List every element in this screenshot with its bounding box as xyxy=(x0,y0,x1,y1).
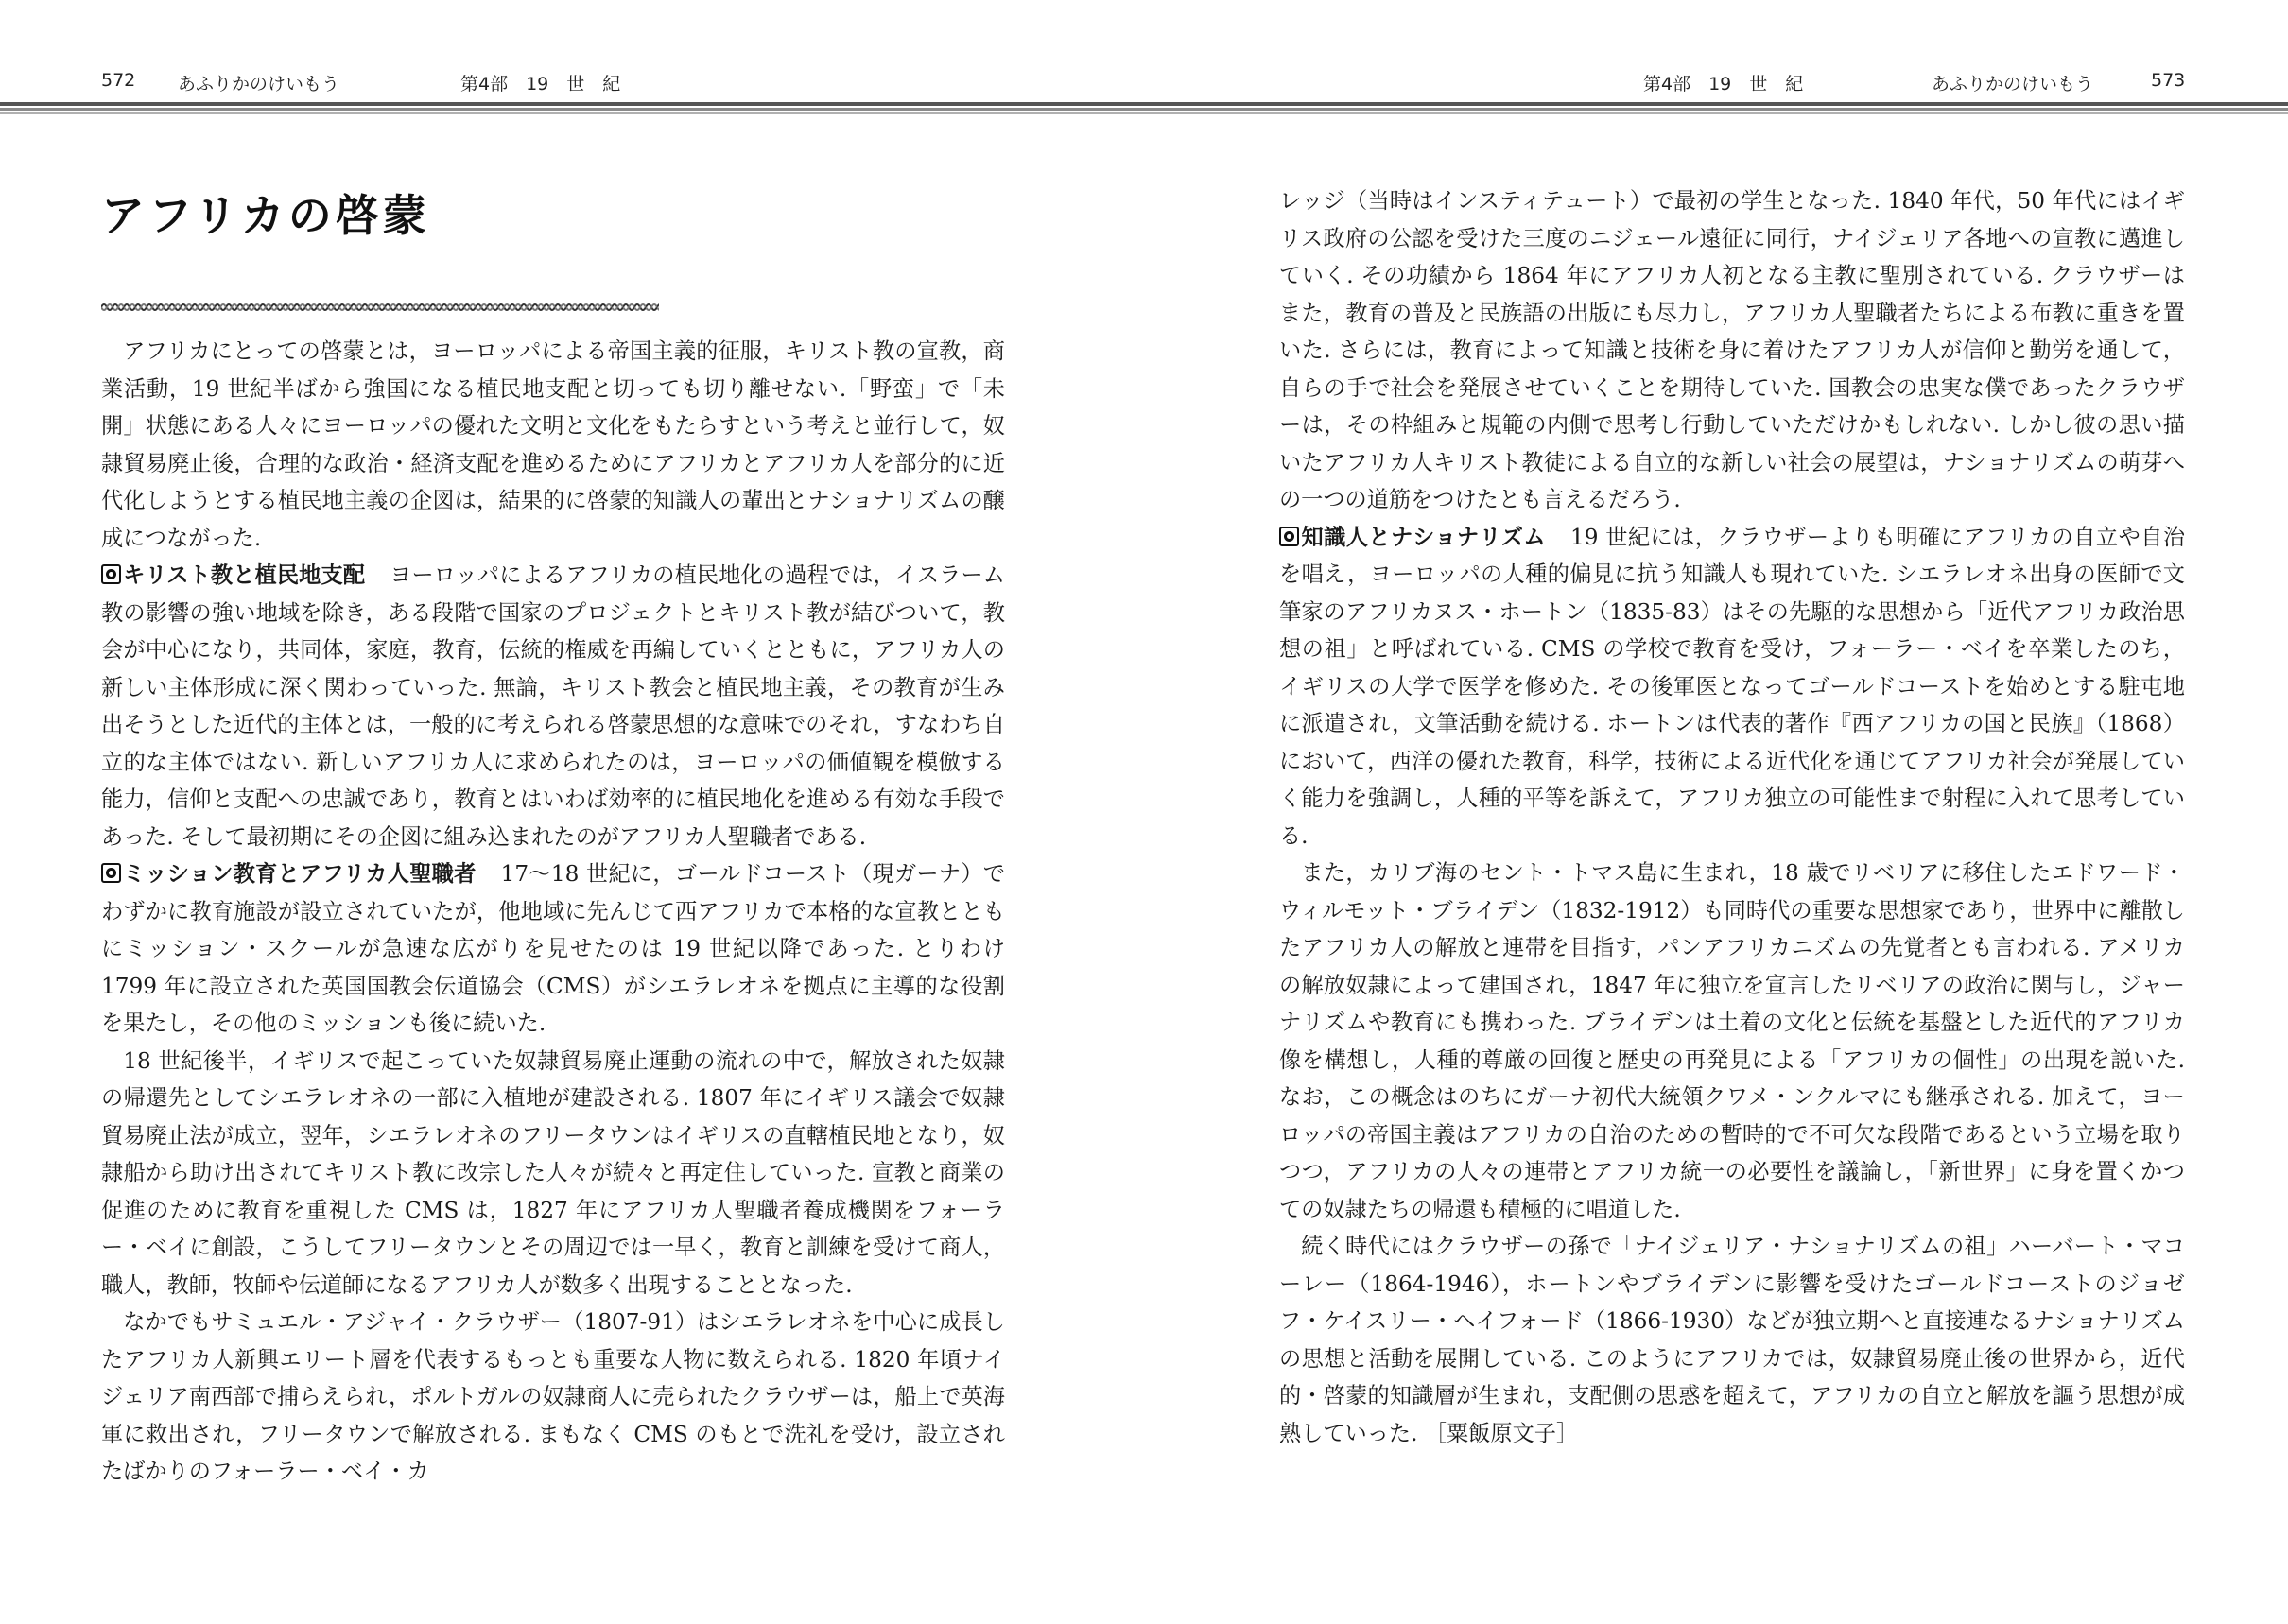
section-marker-icon xyxy=(101,863,121,883)
section-intellectuals-nationalism xyxy=(1279,519,2185,855)
section-heading: 知識人とナショナリズム xyxy=(1301,524,1546,550)
left-running-title: あふりかのけいもう xyxy=(178,74,340,95)
section-body: 19 世紀には，クラウザーよりも明確にアフリカの自立や自治を唱え，ヨーロッパの人種的偏見に抗う知識人も現れていた. シエラレオネ出身の医師で文筆家のアフリカヌス・ホートン（1835-83）はその先駆的な思想から「近代アフリカ政治思想の祖」と呼ばれている. CMS の学校で教育を受け，フォーラー・ベイを卒業したのち，イギリスの大学で医学を修めた. その後軍医となってゴールドコーストを始めとする駐屯地に派遣され，文筆活動を続ける. ホートンは代表的著作『西アフリカの国と民族』（1868）において，西洋の優れた教育，科学，技術による近代化を通じてアフリカ社会が発展していく能力を強調し，人種的平等を訴えて，アフリカ独立の可能性まで射程に入れて思考している. xyxy=(1279,524,2186,849)
section-christianity-colonialism xyxy=(101,557,1005,855)
body-paragraph: 18 世紀後半，イギリスで起こっていた奴隷貿易廃止運動の流れの中で，解放された奴隷の帰還先としてシエラレオネの一部に入植地が建設される. 1807 年にイギリス議会で奴隷貿易廃止法が成立，翌年，シエラレオネのフリータウンはイギリスの直轄植民地となり，奴隷船から助け出されてキリスト教に改宗した人々が続々と再定住していった. 宣教と商業の促進のために教育を重視した CMS は，1827 年にアフリカ人聖職者養成機関をフォーラー・ベイに創設，こうしてフリータウンとその周辺では一早く，教育と訓練を受けて商人，職人，教師，牧師や伝道師になるアフリカ人が数多く出現することとなった. xyxy=(101,1047,1005,1298)
intro-paragraph: アフリカにとっての啓蒙とは，ヨーロッパによる帝国主義的征服，キリスト教の宣教，商業活動，19 世紀半ばから強国になる植民地支配と切っても切り離せない.「野蛮」で「未開」状態にある人々にヨーロッパの優れた文明と文化をもたらすという考えと並行して，奴隷貿易廃止後，合理的な政治・経済支配を進めるためにアフリカとアフリカ人を部分的に近代化しようとする植民地主義の企図は，結果的に啓蒙的知識人の輩出とナショナリズムの醸成につながった. xyxy=(101,338,1005,551)
section-body: 17〜18 世紀に，ゴールドコースト（現ガーナ）でわずかに教育施設が設立されていたが，他地域に先んじて西アフリカで本格的な宣教とともにミッション・スクールが急速な広がりを見せたのは 19 世紀以降であった. とりわけ 1799 年に設立された英国国教会伝道協会（CMS）がシエラレオネを拠点に主導的な役割を果たし，その他のミッションも後に続いた. xyxy=(101,861,1005,1036)
section-body: ヨーロッパによるアフリカの植民地化の過程では，イスラーム教の影響の強い地域を除き，ある段階で国家のプロジェクトとキリスト教が結びついて，教会が中心になり，共同体，家庭，教育，伝統的権威を再編していくとともに，アフリカ人の新しい主体形成に深く関わっていった. 無論，キリスト教会と植民地主義，その教育が生み出そうとした近代的主体とは，一般的に考えられる啓蒙思想的な意味でのそれ，すなわち自立的な主体ではない. 新しいアフリカ人に求められたのは，ヨーロッパの価値観を模倣する能力，信仰と支配への忠誠であり，教育とはいわば効率的に植民地化を進める有効な手段であった. そして最初期にその企図に組み込まれたのがアフリカ人聖職者である. xyxy=(101,562,1005,850)
right-page-number: 573 xyxy=(2151,70,2186,91)
section-mission-education xyxy=(101,855,1005,1043)
header-rule xyxy=(0,102,2288,106)
body-paragraph: また，カリブ海のセント・トマス島に生まれ，18 歳でリベリアに移住したエドワード・ウィルモット・ブライデン（1832-1912）も同時代の重要な思想家であり，世界中に離散したアフリカ人の解放と連帯を目指す，パンアフリカニズムの先覚者とも言われる. アメリカの解放奴隷によって建国され，1847 年に独立を宣言したリベリアの政治に関与し，ジャーナリズムや教育にも携わった. ブライデンは土着の文化と伝統を基盤とした近代的アフリカ像を構想し，人種的尊厳の回復と歴史の再発見による「アフリカの個性」の出現を説いた. なお，この概念はのちにガーナ初代大統領クワメ・ンクルマにも継承される. 加えて，ヨーロッパの帝国主義はアフリカの自治のための暫時的で不可欠な段階であるという立場を取りつつ，アフリカの人々の連帯とアフリカ統一の必要性を議論し，「新世界」に身を置くかつての奴隷たちの帰還も積極的に唱道した. xyxy=(1279,860,2185,1222)
header-rule-tertiary xyxy=(0,112,2288,114)
article-title: アフリカの啓蒙 xyxy=(101,190,430,241)
section-heading: キリスト教と植民地支配 xyxy=(123,562,366,588)
title-ornament xyxy=(101,300,659,315)
body-paragraph: なかでもサミュエル・アジャイ・クラウザー（1807-91）はシエラレオネを中心に成長したアフリカ人新興エリート層を代表するもっとも重要な人物に数えられる. 1820 年頃ナイジェリア南西部で捕らえられ，ポルトガルの奴隷商人に売られたクラウザーは，船上で英海軍に救出され，フリータウンで解放される. まもなく CMS のもとで洗礼を受け，設立されたばかりのフォーラー・ベイ・カ xyxy=(101,1309,1005,1484)
right-part-label: 第4部 19 世 紀 xyxy=(1643,74,1804,95)
section-heading: ミッション教育とアフリカ人聖職者 xyxy=(123,861,477,887)
section-marker-icon xyxy=(1279,527,1299,546)
section-marker-icon xyxy=(101,564,121,584)
left-page-number: 572 xyxy=(101,70,136,91)
left-part-label: 第4部 19 世 紀 xyxy=(460,74,621,95)
body-paragraph: 続く時代にはクラウザーの孫で「ナイジェリア・ナショナリズムの祖」ハーバート・マコーレー（1864-1946），ホートンやブライデンに影響を受けたゴールドコーストのジョゼフ・ケイスリー・ヘイフォード（1866-1930）などが独立期へと直接連なるナショナリズムの思想と活動を展開している. このようにアフリカでは，奴隷貿易廃止後の世界から，近代的・啓蒙的知識層が生まれ，支配側の思惑を超えて，アフリカの自立と解放を謳う思想が成熟していった. ［粟飯原文子］ xyxy=(1279,1234,2185,1446)
header-rule-secondary xyxy=(0,108,2288,111)
left-column xyxy=(101,333,1005,1491)
right-column xyxy=(1279,182,2185,1452)
right-running-title: あふりかのけいもう xyxy=(1932,74,2094,95)
continued-paragraph: レッジ（当時はインスティテュート）で最初の学生となった. 1840 年代，50 年代にはイギリス政府の公認を受けた三度のニジェール遠征に同行，ナイジェリア各地への宣教に邁進していく. その功績から 1864 年にアフリカ人初となる主教に聖別されている. クラウザーはまた，教育の普及と民族語の出版にも尽力し，アフリカ人聖職者たちによる布教に重きを置いた. さらには，教育によって知識と技術を身に着けたアフリカ人が信仰と勤労を通して，自らの手で社会を発展させていくことを期待していた. 国教会の忠実な僕であったクラウザーは，その枠組みと規範の内側で思考し行動していただけかもしれない. しかし彼の思い描いたアフリカ人キリスト教徒による自立的な新しい社会の展望は，ナショナリズムの萌芽への一つの道筋をつけたとも言えるだろう. xyxy=(1279,188,2185,512)
